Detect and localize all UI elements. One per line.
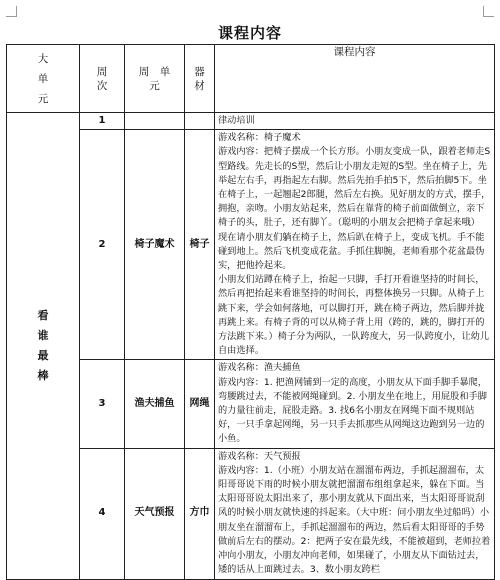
page-title: 课程内容	[217, 24, 282, 42]
course-table	[6, 44, 495, 580]
lesson-material	[185, 113, 215, 130]
lesson-material: 方巾	[185, 448, 215, 579]
header-week: 周 次	[80, 45, 125, 113]
week-number: 4	[80, 448, 125, 579]
lesson-content: 游戏名称：天气预报 游戏内容：1.（小班）小朋友站在溜溜布两边，手抓起溜溜布，太阳哥哥说下雨的时候小朋友就把溜溜布组组拿起来，躲在下面。当太阳哥哥说太阳出来了，那小朋友就从下面出来，当太阳哥哥说刮风的时候小朋友就快速的抖起来。（大中班：问小朋友坐过船吗）小朋友坐在溜溜布上，手抓起溜溜布的两边，然后看太阳哥哥的手势做前后左右的摆动。2：把两子安在最先线，不能被超到，老师拉着冲向小朋友，小朋友冲向老师，如果碰了，小朋友从下面钻过去，矮的话从上面跳过去。3、数小朋友跨栏	[215, 448, 495, 579]
lesson-content: 律动培训	[215, 113, 495, 130]
table-row	[7, 360, 495, 448]
lesson-name	[125, 113, 185, 130]
header-lesson-unit: 周 单 元	[125, 45, 185, 113]
week-number: 2	[80, 130, 125, 360]
lesson-content: 游戏名称：渔夫捕鱼 游戏内容：1. 把渔网铺到一定的高度，小朋友从下面手脚手暴爬，弯腰跳过去，不能被网绳碰到。2. 小朋友坐在地上，用屁股和手脚的力量往前走，屁股走路。3. 找6名小朋友在网绳下面不规则站好，一只手拿起网绳，另一只手去抓那些从网绳这边跑到另一边的小鱼。	[215, 360, 495, 448]
header-content: 课程内容	[215, 45, 495, 113]
lesson-material: 椅子	[185, 130, 215, 360]
lesson-name: 渔夫捕鱼	[125, 360, 185, 448]
lesson-content: 游戏名称：椅子魔术 游戏内容：把椅子摆成一个长方形。小朋友变成一队，跟着老师走S型路线。先走长的S型，然后让小朋友走短的S型。坐在椅子上，先举起左右手，再指起左右脚。然后先拍手拍5下，然后拍脚5下。坐在椅子上，一起翘起2郎腿，然后左右换。见好朋友的方式，摆手，拥抱，亲吻。小朋友站起来，然后在靠背的椅子前面做倒立，亲下椅子的头，肚子，还有脚丫。（聪明的小朋友会把椅子拿起来哦） 现在请小朋友们躺在椅子上，然后趴在椅子上，变成飞机。手不能碰到地上。然后飞机变成花盆。手抓住脚腕，老师看那个花盆最伪实，把他拎起来。 小朋友们站蹲在椅子上，抬起一只脚，手打开看谁坚持的时间长，然后再把抬起来看谁坚持的时间长，再整体换另一只脚。从椅子上跳下来，学会如何落地，可以脚打开，跳在椅子两边，然后脚并拢再跳上来。有椅子背的可以从椅子背上用（跨的，跳的，脚打开的方法跳下来。）椅子分为两队，一队跨度大，另一队跨度小，让幼儿自由选择。	[215, 130, 495, 360]
week-number: 1	[80, 113, 125, 130]
header-materials: 器 材	[185, 45, 215, 113]
table-row	[7, 130, 495, 360]
week-number: 3	[80, 360, 125, 448]
table-row	[7, 448, 495, 579]
table-row	[7, 113, 495, 130]
page-corner-mark	[483, 6, 494, 17]
header-unit: 大 单 元	[7, 45, 80, 113]
page-corner-mark	[6, 6, 17, 17]
unit-name-cell: 看 谁 最 棒	[7, 113, 80, 580]
lesson-name: 椅子魔术	[125, 130, 185, 360]
lesson-name: 天气预报	[125, 448, 185, 579]
lesson-material: 网绳	[185, 360, 215, 448]
table-header-row	[7, 45, 495, 113]
